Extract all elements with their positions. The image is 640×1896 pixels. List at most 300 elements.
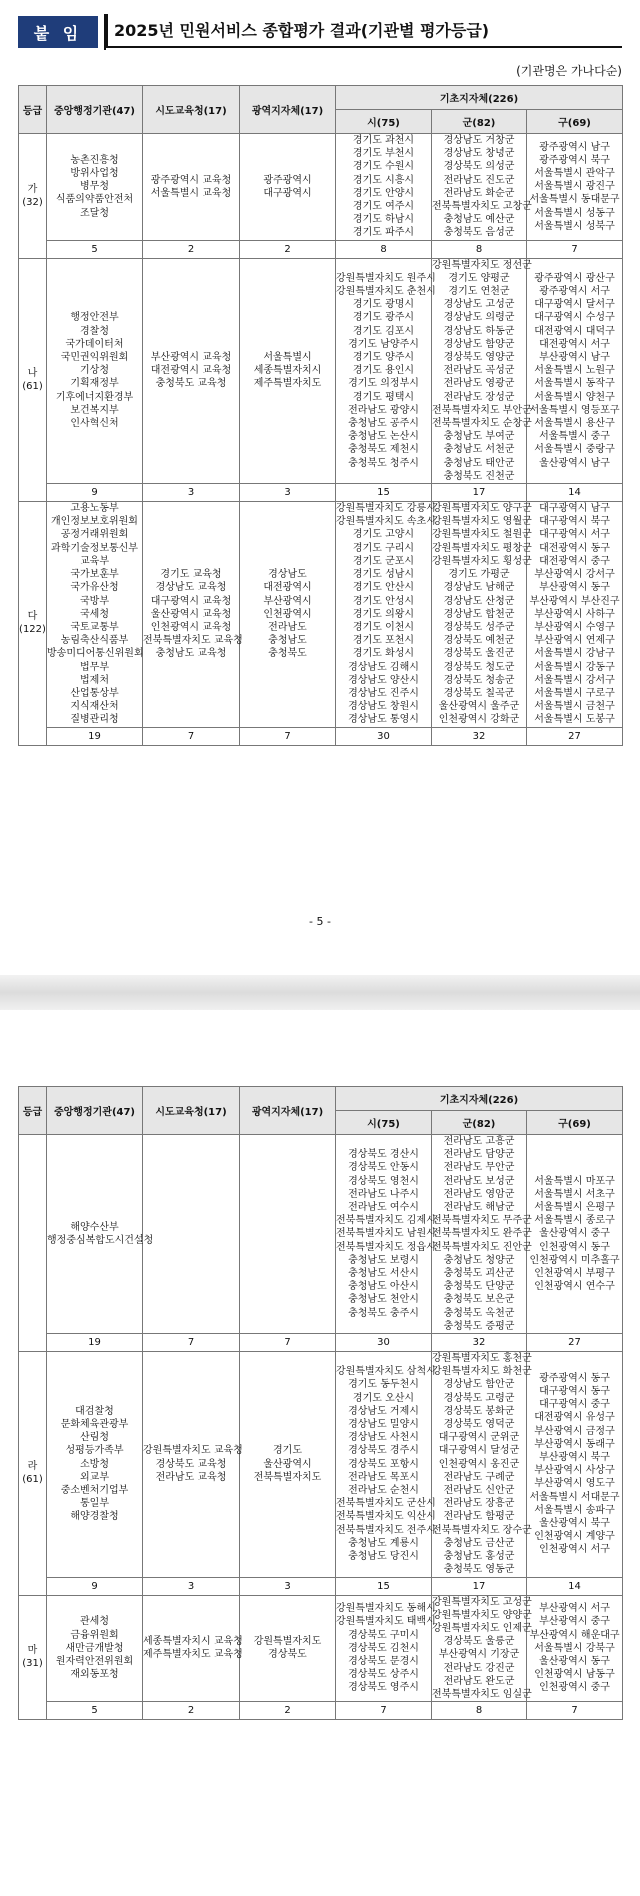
org-count: 7	[143, 727, 240, 745]
org-item: 전북특별자치도 군산시	[336, 1498, 436, 1510]
org-item: 인천광역시 동구	[539, 1241, 610, 1253]
org-item: 대구광역시 중구	[539, 1399, 610, 1411]
org-count: 7	[240, 1334, 336, 1352]
org-count: 27	[527, 727, 623, 745]
org-item: 경기도 이천시	[352, 621, 415, 633]
org-item: 강원특별자치도 양양군	[432, 1609, 532, 1621]
org-item: 경상남도 남해군	[443, 582, 515, 594]
org-count: 3	[240, 484, 336, 502]
org-item: 경기도 평택시	[352, 391, 415, 403]
org-item: 충청북도 보은군	[443, 1294, 515, 1306]
org-list-edu	[143, 1135, 240, 1334]
org-list-district	[527, 134, 623, 241]
org-item: 외교부	[80, 1471, 109, 1483]
org-list-county	[432, 1352, 532, 1577]
grade-count: (122)	[19, 624, 46, 636]
org-item: 행정중심복합도시건설청	[47, 1235, 154, 1247]
org-count: 7	[240, 727, 336, 745]
org-item: 부산광역시	[263, 595, 312, 607]
grade-table-p2	[18, 1086, 623, 1720]
org-item: 제주특별자치도 교육청	[143, 1649, 243, 1661]
org-item: 대구광역시 수성구	[534, 312, 615, 324]
org-list-edu	[143, 134, 240, 241]
org-item: 인천광역시 계양구	[534, 1531, 615, 1543]
org-item: 전라남도 무안군	[443, 1162, 515, 1174]
grade-letter: 다	[27, 611, 38, 623]
org-item: 문화체육관광부	[60, 1419, 129, 1431]
org-item: 전라남도 진도군	[443, 174, 515, 186]
org-item: 경찰청	[80, 325, 109, 337]
org-item: 관세청	[80, 1616, 109, 1628]
org-item: 광주광역시 광산구	[534, 272, 615, 284]
page-number: - 5 -	[309, 915, 331, 928]
org-item: 경상남도 진주시	[348, 687, 419, 699]
org-item: 충청북도 음성군	[443, 227, 515, 239]
org-item: 충청북도 청주시	[348, 457, 419, 469]
org-item: 전라남도 담양군	[443, 1149, 515, 1161]
org-item: 전북특별자치도	[253, 1471, 322, 1483]
org-item: 경기도 의왕시	[352, 608, 415, 620]
org-item: 전라남도 영광군	[443, 378, 515, 390]
org-item: 경기도 시흥시	[352, 174, 415, 186]
org-item: 전라남도 영암군	[443, 1188, 515, 1200]
org-item: 경상북도 영천시	[348, 1175, 419, 1187]
org-item: 경상북도 상주시	[348, 1669, 419, 1681]
org-item: 부산광역시 연제구	[534, 635, 615, 647]
org-item: 부산광역시 동구	[539, 582, 610, 594]
org-item: 대전광역시 대덕구	[534, 325, 615, 337]
org-item: 서울특별시 영등포구	[529, 404, 620, 416]
org-item: 경상북도 의성군	[443, 161, 515, 173]
org-item: 경상북도 칠곡군	[443, 687, 515, 699]
org-item: 교육부	[80, 555, 109, 567]
org-item: 경상북도 문경시	[348, 1655, 419, 1667]
org-item: 전라남도 보성군	[443, 1175, 515, 1187]
org-item: 경기도 김포시	[352, 325, 415, 337]
grade-label	[19, 1352, 47, 1595]
org-item: 서울특별시 중구	[539, 431, 610, 443]
org-item: 인사혁신처	[70, 418, 119, 430]
org-item: 보건복지부	[70, 404, 119, 416]
org-item: 국가보훈부	[70, 569, 119, 581]
org-item: 경상남도 합천군	[443, 608, 515, 620]
org-item: 경상남도 의령군	[443, 312, 515, 324]
org-item: 충청남도 태안군	[443, 457, 515, 469]
org-item: 농촌진흥청	[70, 154, 119, 166]
org-item: 경기도 포천시	[352, 635, 415, 647]
org-item: 대구광역시 남구	[539, 503, 610, 515]
org-item: 전라남도 강진군	[443, 1662, 515, 1674]
org-item: 강원특별자치도 양구군	[432, 503, 532, 515]
org-item: 강원특별자치도 원주시	[336, 272, 436, 284]
org-item: 인천광역시 강화군	[438, 714, 520, 726]
org-list-metro	[240, 258, 336, 483]
grade-row	[19, 1135, 623, 1334]
org-item: 서울특별시 양천구	[534, 391, 615, 403]
org-item: 법무부	[80, 661, 109, 673]
count-row	[19, 1577, 623, 1595]
grade-label	[19, 1595, 47, 1720]
org-item: 경기도 고양시	[352, 529, 415, 541]
org-item: 성평등가족부	[65, 1445, 124, 1457]
org-item: 충청남도 공주시	[348, 418, 419, 430]
org-count: 3	[240, 1577, 336, 1595]
org-item: 경상남도 고성군	[443, 299, 515, 311]
org-item: 강원특별자치도	[253, 1636, 322, 1648]
org-item: 전북특별자치도 전주시	[336, 1524, 436, 1536]
org-item: 충청남도 논산시	[348, 431, 419, 443]
org-item: 서울특별시 금천구	[534, 701, 615, 713]
org-list-county	[432, 502, 532, 727]
org-item: 서울특별시 강동구	[534, 661, 615, 673]
org-item: 국토교통부	[70, 621, 119, 633]
org-item: 경상북도 예천군	[443, 635, 515, 647]
col-edu: 시도교육청(17)	[143, 1087, 240, 1135]
grade-label	[19, 1135, 47, 1352]
grade-letter: 마	[27, 1645, 38, 1657]
org-item: 원자력안전위원회	[55, 1655, 134, 1667]
org-item: 광주광역시 교육청	[150, 174, 232, 186]
org-item: 경상남도 창원시	[348, 701, 419, 713]
col-county: 군(82)	[432, 1111, 527, 1135]
org-item: 경상남도	[268, 569, 307, 581]
grade-label	[19, 134, 47, 259]
org-item: 세종특별자치시 교육청	[143, 1636, 243, 1648]
org-item: 경기도 수원시	[352, 161, 415, 173]
org-item: 전북특별자치도 김제시	[336, 1215, 436, 1227]
org-count: 14	[527, 484, 623, 502]
count-row	[19, 1702, 623, 1720]
col-county: 군(82)	[432, 110, 527, 134]
org-item: 인천광역시 옹진군	[438, 1458, 520, 1470]
org-item: 충청북도 진천군	[443, 470, 515, 482]
org-item: 강원특별자치도 철원군	[432, 529, 532, 541]
org-item: 행정안전부	[70, 312, 119, 324]
org-count: 32	[432, 1334, 527, 1352]
org-list-edu	[143, 1595, 243, 1702]
org-item: 부산광역시 강서구	[534, 569, 615, 581]
col-grade: 등급	[19, 86, 47, 134]
org-item: 전북특별자치도 남원시	[336, 1228, 436, 1240]
org-item: 경상북도 김천시	[348, 1642, 419, 1654]
org-item: 강원특별자치도 화천군	[432, 1366, 532, 1378]
org-item: 경기도 가평군	[448, 569, 510, 581]
col-basic: 기초지자체(226)	[336, 1087, 623, 1111]
org-item: 방송미디어통신위원회	[47, 648, 144, 660]
org-item: 서울특별시 종로구	[534, 1215, 615, 1227]
org-item: 제주특별자치도	[253, 378, 322, 390]
org-item: 서울특별시 서대문구	[529, 1491, 620, 1503]
org-list-county	[432, 258, 532, 483]
org-item: 울산광역시 동구	[539, 1655, 610, 1667]
org-item: 경상남도 함양군	[443, 338, 515, 350]
org-item: 전북특별자치도 완주군	[432, 1228, 532, 1240]
org-item: 경상북도 봉화군	[443, 1405, 515, 1417]
org-item: 경기도 여주시	[352, 201, 415, 213]
org-count: 2	[240, 1702, 336, 1720]
org-list-metro	[240, 1595, 336, 1702]
org-list-edu	[143, 1352, 243, 1577]
org-item: 광주광역시 북구	[539, 154, 610, 166]
grade-row	[19, 502, 623, 727]
org-item: 강원특별자치도 강릉시	[336, 503, 436, 515]
org-item: 경기도 광주시	[352, 312, 415, 324]
org-item: 서울특별시 노원구	[534, 365, 615, 377]
org-item: 서울특별시 관악구	[534, 168, 615, 179]
org-item: 경기도 부천시	[352, 148, 415, 160]
page-title: 2025년 민원서비스 종합평가 결과(기관별 평가등급)	[106, 14, 622, 48]
col-basic: 기초지자체(226)	[336, 86, 623, 110]
col-city: 시(75)	[336, 1111, 432, 1135]
org-item: 새만금개발청	[65, 1642, 124, 1654]
org-item: 전라남도 장흥군	[443, 1498, 515, 1510]
org-item: 대구광역시 달성군	[438, 1445, 520, 1457]
grade-row	[19, 134, 623, 241]
org-item: 인천광역시 교육청	[150, 621, 232, 633]
org-item: 대구광역시 서구	[539, 529, 610, 541]
grade-letter: 가	[27, 183, 38, 195]
org-item: 광주광역시 남구	[539, 141, 610, 153]
org-list-city	[336, 1135, 436, 1334]
grade-letter: 나	[27, 367, 38, 379]
org-item: 세종특별자치시	[253, 365, 322, 377]
org-list-county	[432, 134, 532, 241]
org-item: 서울특별시 교육청	[150, 187, 232, 199]
grade-count: (31)	[22, 1658, 43, 1670]
org-item: 부산광역시 서구	[539, 1603, 610, 1615]
org-count: 19	[47, 727, 143, 745]
page-gap	[0, 975, 640, 1010]
org-item: 소방청	[80, 1458, 109, 1470]
org-count: 8	[336, 240, 432, 258]
org-item: 전북특별자치도 순창군	[432, 418, 532, 430]
org-item: 경상남도 밀양시	[348, 1419, 419, 1431]
org-item: 경상북도 경주시	[348, 1445, 419, 1457]
org-item: 전라남도 화순군	[443, 187, 515, 199]
org-item: 국가유산청	[70, 582, 119, 594]
org-item: 인천광역시 남동구	[534, 1669, 615, 1681]
org-count: 7	[527, 240, 623, 258]
org-item: 경기도 안성시	[352, 595, 415, 607]
org-item: 울산광역시 남구	[539, 457, 610, 469]
org-item: 전북특별자치도 정읍시	[336, 1241, 436, 1253]
org-item: 식품의약품안전처	[55, 194, 134, 206]
org-item: 울산광역시 교육청	[150, 608, 232, 620]
org-list-district	[527, 1352, 623, 1577]
org-item: 경상남도 김해시	[348, 661, 419, 673]
org-count: 17	[432, 484, 527, 502]
org-item: 경기도 안산시	[352, 582, 415, 594]
org-item: 경상북도 고령군	[443, 1392, 515, 1404]
col-grade: 등급	[19, 1087, 47, 1135]
org-item: 전북특별자치도 익산시	[336, 1511, 436, 1523]
org-item: 충청남도 예산군	[443, 214, 515, 226]
org-list-central	[47, 1135, 154, 1334]
org-item: 부산광역시 중구	[539, 1616, 610, 1628]
org-list-county	[432, 1135, 532, 1334]
org-count: 30	[336, 1334, 432, 1352]
org-item: 중소벤처기업부	[60, 1485, 129, 1497]
col-metro: 광역지자체(17)	[240, 1087, 336, 1135]
org-item: 충청북도 괴산군	[443, 1268, 515, 1280]
org-item: 전라남도 목포시	[348, 1471, 419, 1483]
org-item: 전북특별자치도 부안군	[432, 404, 532, 416]
org-item: 전북특별자치도 교육청	[143, 635, 243, 647]
org-item: 경상남도 창녕군	[443, 148, 515, 160]
org-item: 대전광역시	[263, 582, 312, 594]
org-item: 대전광역시 중구	[539, 555, 610, 567]
org-list-metro	[240, 1352, 336, 1577]
org-item: 서울특별시 강남구	[534, 648, 615, 660]
org-item: 충청북도 충주시	[348, 1307, 419, 1319]
org-item: 전라남도 나주시	[348, 1188, 419, 1200]
org-list-metro	[240, 134, 336, 241]
grade-count: (61)	[22, 1474, 43, 1486]
org-item: 경상남도 거창군	[443, 135, 515, 146]
org-item: 대검찰청	[75, 1405, 114, 1417]
org-item: 대구광역시	[263, 187, 312, 199]
grade-table-p1	[18, 85, 623, 746]
org-count: 5	[47, 240, 143, 258]
org-item: 충청북도 옥천군	[443, 1307, 515, 1319]
org-item: 경기도 광명시	[352, 299, 415, 311]
org-item: 충청남도 보령시	[348, 1254, 419, 1266]
org-list-metro	[240, 1135, 336, 1334]
org-item: 전라남도 구례군	[443, 1471, 515, 1483]
org-item: 국세청	[80, 608, 109, 620]
org-item: 충청북도 제천시	[348, 444, 419, 456]
org-item: 서울특별시 송파구	[534, 1504, 615, 1516]
org-item: 전북특별자치도 임실군	[432, 1688, 532, 1700]
org-item: 충청남도 부여군	[443, 431, 515, 443]
org-item: 충청남도 교육청	[155, 648, 227, 660]
org-item: 질병관리청	[70, 714, 119, 726]
org-item: 산업통상부	[70, 687, 119, 699]
org-item: 경상북도 청송군	[443, 674, 515, 686]
page-2	[0, 1010, 640, 1896]
org-item: 경기도 화성시	[352, 648, 415, 660]
org-item: 경기도 양주시	[352, 352, 415, 364]
org-item: 서울특별시 성북구	[534, 220, 615, 232]
org-item: 대구광역시 동구	[539, 1386, 610, 1398]
org-list-central	[47, 134, 143, 241]
org-count: 8	[432, 1702, 527, 1720]
org-item: 부산광역시 영도구	[534, 1478, 615, 1490]
org-item: 경상남도 산청군	[443, 595, 515, 607]
org-list-city	[336, 134, 432, 241]
org-item: 재외동포청	[70, 1669, 119, 1681]
org-item: 인천광역시 연수구	[534, 1281, 615, 1293]
org-item: 전라남도 광양시	[348, 404, 419, 416]
org-item: 경기도 구리시	[352, 542, 415, 554]
org-item: 충청남도 홍성군	[443, 1551, 515, 1563]
org-count: 27	[527, 1334, 623, 1352]
org-item: 국민권익위원회	[60, 352, 129, 364]
org-item: 인천광역시 부평구	[534, 1268, 615, 1280]
org-list-metro	[240, 502, 336, 727]
org-item: 부산광역시 기장군	[438, 1649, 520, 1661]
org-item: 부산광역시 부산진구	[529, 595, 620, 607]
org-item: 전라남도 장성군	[443, 391, 515, 403]
org-item: 부산광역시 사하구	[534, 608, 615, 620]
org-count: 3	[143, 1577, 240, 1595]
org-item: 경상북도 교육청	[155, 1458, 227, 1470]
org-item: 충청북도 단양군	[443, 1281, 515, 1293]
org-item: 대구광역시 군위군	[438, 1432, 520, 1444]
org-item: 대구광역시 달서구	[534, 299, 615, 311]
col-district: 구(69)	[527, 1111, 623, 1135]
org-item: 전라남도 해남군	[443, 1202, 515, 1214]
org-count: 19	[47, 1334, 143, 1352]
org-item: 부산광역시 사상구	[534, 1465, 615, 1477]
org-item: 충청남도 서산시	[348, 1268, 419, 1280]
org-list-city	[336, 502, 436, 727]
org-item: 서울특별시 강북구	[534, 1642, 615, 1654]
org-item: 경상북도 울진군	[443, 648, 515, 660]
grade-row	[19, 258, 623, 483]
org-item: 전라남도 함평군	[443, 1511, 515, 1523]
org-item: 강원특별자치도 인제군	[432, 1622, 532, 1634]
org-item: 부산광역시 동래구	[534, 1438, 615, 1450]
org-item: 전라남도 순천시	[348, 1485, 419, 1497]
org-item: 강원특별자치도 태백시	[336, 1616, 436, 1628]
org-item: 경상남도 함안군	[443, 1379, 515, 1391]
org-count: 2	[143, 240, 240, 258]
org-count: 15	[336, 1577, 432, 1595]
grade-count: (61)	[22, 380, 43, 392]
org-item: 강원특별자치도 영월군	[432, 516, 532, 528]
col-edu: 시도교육청(17)	[143, 86, 240, 134]
org-list-district	[527, 502, 623, 727]
org-item: 전라남도 교육청	[155, 1471, 227, 1483]
org-item: 충청남도	[268, 635, 307, 647]
org-item: 경기도 교육청	[160, 569, 222, 581]
org-item: 해양수산부	[70, 1221, 119, 1233]
org-item: 법제처	[80, 674, 109, 686]
org-item: 강원특별자치도 속초시	[336, 516, 436, 528]
org-count: 14	[527, 1577, 623, 1595]
grade-label	[19, 502, 47, 745]
org-count: 5	[47, 1702, 143, 1720]
org-item: 전라남도	[268, 621, 307, 633]
org-item: 충청남도 천안시	[348, 1294, 419, 1306]
col-metro: 광역지자체(17)	[240, 86, 336, 134]
col-district: 구(69)	[527, 110, 623, 134]
grade-letter: 라	[27, 1461, 38, 1473]
org-item: 서울특별시 서초구	[534, 1188, 615, 1200]
org-item: 기획재정부	[70, 378, 119, 390]
org-item: 경기도 성남시	[352, 569, 415, 581]
org-item: 경상북도 구미시	[348, 1629, 419, 1641]
org-item: 전라남도 신안군	[443, 1485, 515, 1497]
org-item: 기상청	[80, 365, 109, 377]
org-item: 서울특별시	[263, 352, 312, 364]
count-row	[19, 484, 623, 502]
org-item: 광주광역시	[263, 174, 312, 186]
org-item: 전라남도 고흥군	[443, 1136, 515, 1147]
org-item: 충청북도 교육청	[155, 378, 227, 390]
org-item: 전북특별자치도 장수군	[432, 1524, 532, 1536]
col-city: 시(75)	[336, 110, 432, 134]
org-item: 전라남도 완도군	[443, 1675, 515, 1687]
count-row	[19, 1334, 623, 1352]
org-item: 강원특별자치도 교육청	[143, 1445, 243, 1457]
org-item: 경기도 용인시	[352, 365, 415, 377]
org-item: 서울특별시 성동구	[534, 207, 615, 219]
org-item: 경상북도 울릉군	[443, 1636, 515, 1648]
org-item: 경상북도	[268, 1649, 307, 1661]
org-item: 강원특별자치도 평창군	[432, 542, 532, 554]
